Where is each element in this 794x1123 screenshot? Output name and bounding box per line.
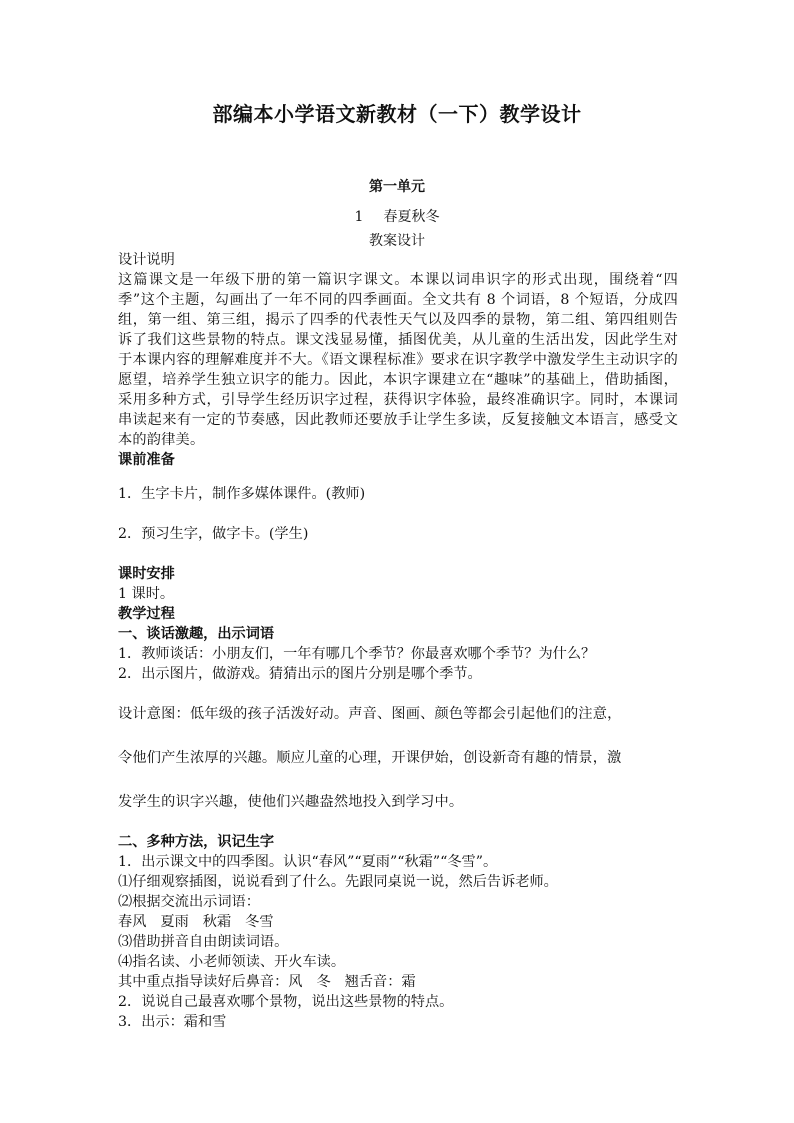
lesson-title: 春夏秋冬	[383, 209, 440, 225]
retroflex-label: 翘舌音：	[344, 974, 402, 990]
document-title: 部编本小学语文新教材（一下）教学设计	[212, 102, 582, 126]
word: 春风	[118, 914, 147, 930]
plan-label: 教案设计	[369, 233, 425, 249]
lesson-heading	[0, 206, 794, 226]
section2-line: ⑶借助拼音自由朗读词语。	[118, 934, 289, 950]
section2-line: ⑵根据交流出示词语：	[118, 894, 260, 910]
nasal-char: 风	[288, 974, 303, 990]
section1-item: 1．教师谈话：小朋友们，一年有哪几个季节？你最喜欢哪个季节？为什么？	[118, 646, 596, 662]
schedule-text: 1 课时。	[118, 586, 175, 602]
section2-line: 1．出示课文中的四季图。认识“春风”“夏雨”“秋霜”“冬雪”。	[118, 854, 498, 870]
design-intent-line: 发学生的识字兴趣，使他们兴趣盎然地投入到学习中。	[118, 794, 464, 810]
design-note-heading: 设计说明	[118, 252, 175, 268]
design-intent	[118, 704, 678, 812]
section2-heading: 二、多种方法，识记生字	[118, 834, 275, 850]
design-intent-line: 设计意图：低年级的孩子活泼好动。声音、图画、颜色等都会引起他们的注意，	[118, 706, 622, 722]
lesson-number: 1	[354, 209, 364, 225]
section2-line: ⑴仔细观察插图，说说看到了什么。先跟同桌说一说，然后告诉老师。	[118, 874, 558, 890]
prep-item: 2．预习生字，做字卡。(学生)	[118, 526, 309, 542]
word: 冬雪	[245, 914, 274, 930]
retroflex-char: 霜	[401, 974, 416, 990]
section1-heading: 一、谈话激趣，出示词语	[118, 626, 275, 642]
pronunciation-focus	[118, 972, 678, 992]
prep-heading: 课前准备	[118, 452, 175, 468]
word-list	[118, 912, 678, 932]
section2-line: 3．出示：霜和雪	[118, 1014, 227, 1030]
section1-item: 2．出示图片，做游戏。猜猜出示的图片分别是哪个季节。	[118, 666, 482, 682]
prep-item: 1．生字卡片，制作多媒体课件。(教师)	[118, 486, 366, 502]
process-heading: 教学过程	[118, 606, 175, 622]
section2-line: ⑷指名读、小老师领读、开火车读。	[118, 954, 346, 970]
word: 秋霜	[202, 914, 232, 930]
nasal-char: 冬	[316, 974, 331, 990]
unit-heading: 第一单元	[369, 179, 425, 195]
focus-label: 其中重点指导读好后鼻音：	[118, 974, 289, 990]
document-body	[118, 250, 678, 1032]
design-intent-line: 令他们产生浓厚的兴趣。顺应儿童的心理，开课伊始，创设新奇有趣的情景，激	[118, 750, 622, 766]
word: 夏雨	[160, 914, 189, 930]
design-note-text: 这篇课文是一年级下册的第一篇识字课文。本课以词串识字的形式出现，围绕着“四季”这个主题，勾画出了一年不同的四季画面。全文共有 8 个词语，8 个短语，分成四组，第一组、第三组，揭示了四季的代表性天气以及四季的景物，第二组、第四组则告诉了我们这些景物的特点。课文浅显易懂，插图优美，从儿童的生活出发，因此学生对于本课内容的理解难度并不大。《语文课程标准》要求在识字教学中激发学生主动识字的愿望，培养学生独立识字的能力。因此，本识字课建立在“趣味”的基础上，借助插图，采用多种方式，引导学生经历识字过程，获得识字体验，最终准确识字。同时，本课词串读起来有一定的节奏感，因此教师还要放手让学生多读，反复接触文本语言，感受文本的韵律美。	[118, 272, 678, 448]
schedule-heading: 课时安排	[118, 566, 175, 582]
section2-line: 2．说说自己最喜欢哪个景物，说出这些景物的特点。	[118, 994, 454, 1010]
